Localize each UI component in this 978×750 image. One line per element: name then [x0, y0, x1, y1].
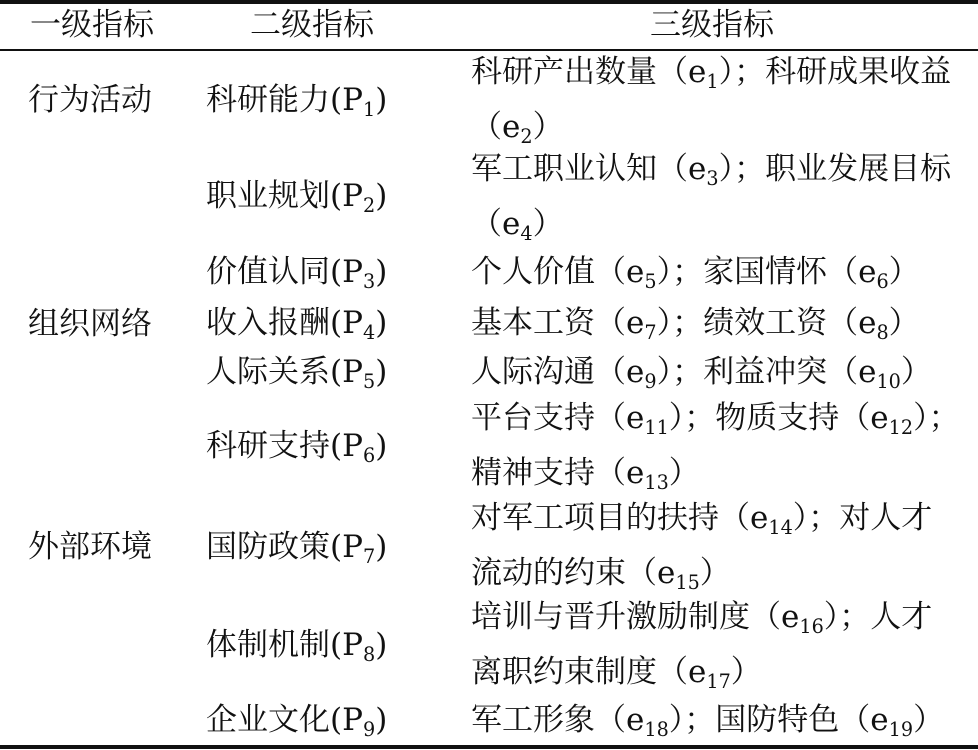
- level3-line: [471, 398, 960, 438]
- subscript: 4: [520, 221, 533, 245]
- text-segment: 流动的约束（e: [471, 555, 676, 591]
- level2-cell: 企业文化$(P_9)$: [206, 702, 388, 741]
- text-segment: ）: [668, 455, 700, 491]
- level2-cell: 价值认同$(P_3)$: [206, 254, 388, 293]
- level3-line: [471, 252, 920, 292]
- level2-cell: 国防政策$(P_7)$: [206, 529, 388, 568]
- level2-cell: 人际关系$(P_5)$: [206, 354, 388, 393]
- text-segment: 平台支持（e: [471, 400, 645, 436]
- subscript: 1: [706, 69, 719, 93]
- level3-line: [471, 303, 920, 343]
- text-segment: ）: [900, 354, 932, 390]
- text-segment: ）；: [913, 400, 960, 436]
- text-segment: ）: [699, 555, 731, 591]
- top-rule: [0, 0, 978, 4]
- subscript: 6: [876, 269, 889, 293]
- text-segment: 离职约束制度（e: [471, 654, 707, 690]
- text-segment: ）；人才: [823, 599, 933, 635]
- text-segment: ）: [730, 654, 762, 690]
- level3-line: [471, 498, 932, 538]
- text-segment: ）: [532, 109, 564, 145]
- level3-line: [471, 52, 951, 92]
- level3-line: [471, 204, 564, 244]
- text-segment: ）；家国情怀（e: [656, 254, 877, 290]
- level3-line: [471, 149, 951, 189]
- text-segment: 培训与晋升激励制度（e: [471, 599, 800, 635]
- level3-line: [471, 107, 564, 147]
- subscript: 13: [644, 470, 669, 494]
- level2-cell: 科研能力$(P_1)$: [206, 82, 388, 121]
- subscript: 7: [644, 320, 657, 344]
- text-segment: ）；利益冲突（e: [656, 354, 877, 390]
- text-segment: ）: [888, 254, 920, 290]
- text-segment: 军工形象（e: [471, 702, 645, 738]
- subscript: 9: [644, 369, 657, 393]
- level3-line: [471, 553, 731, 593]
- level3-line: [471, 453, 700, 493]
- text-segment: ）；科研成果收益: [718, 54, 952, 90]
- header-rule: [0, 49, 978, 51]
- text-segment: 军工职业认知（e: [471, 151, 707, 187]
- level1-cell: 组织网络: [28, 306, 152, 342]
- subscript: 19: [888, 717, 914, 741]
- level1-cell: 行为活动: [28, 82, 152, 118]
- level1-cell: 外部环境: [28, 529, 152, 565]
- text-segment: （e: [471, 109, 521, 145]
- text-segment: ）: [913, 702, 945, 738]
- level2-cell: 体制机制$(P_8)$: [206, 627, 388, 666]
- level3-line: [471, 597, 932, 637]
- subscript: 8: [876, 320, 889, 344]
- subscript: 16: [799, 614, 824, 638]
- text-segment: ）；绩效工资（e: [656, 305, 877, 341]
- header-level1: 一级指标: [30, 7, 154, 43]
- subscript: 5: [644, 269, 657, 293]
- level2-cell: 收入报酬$(P_4)$: [206, 305, 388, 344]
- text-segment: ）；职业发展目标: [718, 151, 952, 187]
- subscript: 15: [675, 570, 700, 594]
- subscript: 11: [644, 415, 669, 439]
- text-segment: ）；国防特色（e: [668, 702, 889, 738]
- text-segment: ）；物质支持（e: [668, 400, 889, 436]
- text-segment: ）: [888, 305, 920, 341]
- level3-line: [471, 700, 944, 740]
- level3-line: [471, 652, 762, 692]
- text-segment: 对军工项目的扶持（e: [471, 500, 769, 536]
- subscript: 14: [768, 515, 793, 539]
- subscript: 10: [876, 369, 901, 393]
- subscript: 12: [888, 415, 914, 439]
- header-level3: 三级指标: [650, 7, 774, 43]
- level2-cell: 职业规划$(P_2)$: [206, 178, 388, 217]
- subscript: 3: [706, 166, 719, 190]
- text-segment: （e: [471, 206, 521, 242]
- text-segment: 个人价值（e: [471, 254, 645, 290]
- text-segment: ）；对人才: [792, 500, 933, 536]
- text-segment: 科研产出数量（e: [471, 54, 707, 90]
- text-segment: 精神支持（e: [471, 455, 645, 491]
- subscript: 18: [644, 717, 669, 741]
- level2-cell: 科研支持$(P_6)$: [206, 428, 388, 467]
- header-level2: 二级指标: [250, 7, 374, 43]
- text-segment: ）: [532, 206, 564, 242]
- subscript: 2: [520, 124, 533, 148]
- text-segment: 人际沟通（e: [471, 354, 645, 390]
- text-segment: 基本工资（e: [471, 305, 645, 341]
- level3-line: [471, 352, 932, 392]
- subscript: 17: [706, 669, 731, 693]
- bottom-rule: [0, 745, 978, 749]
